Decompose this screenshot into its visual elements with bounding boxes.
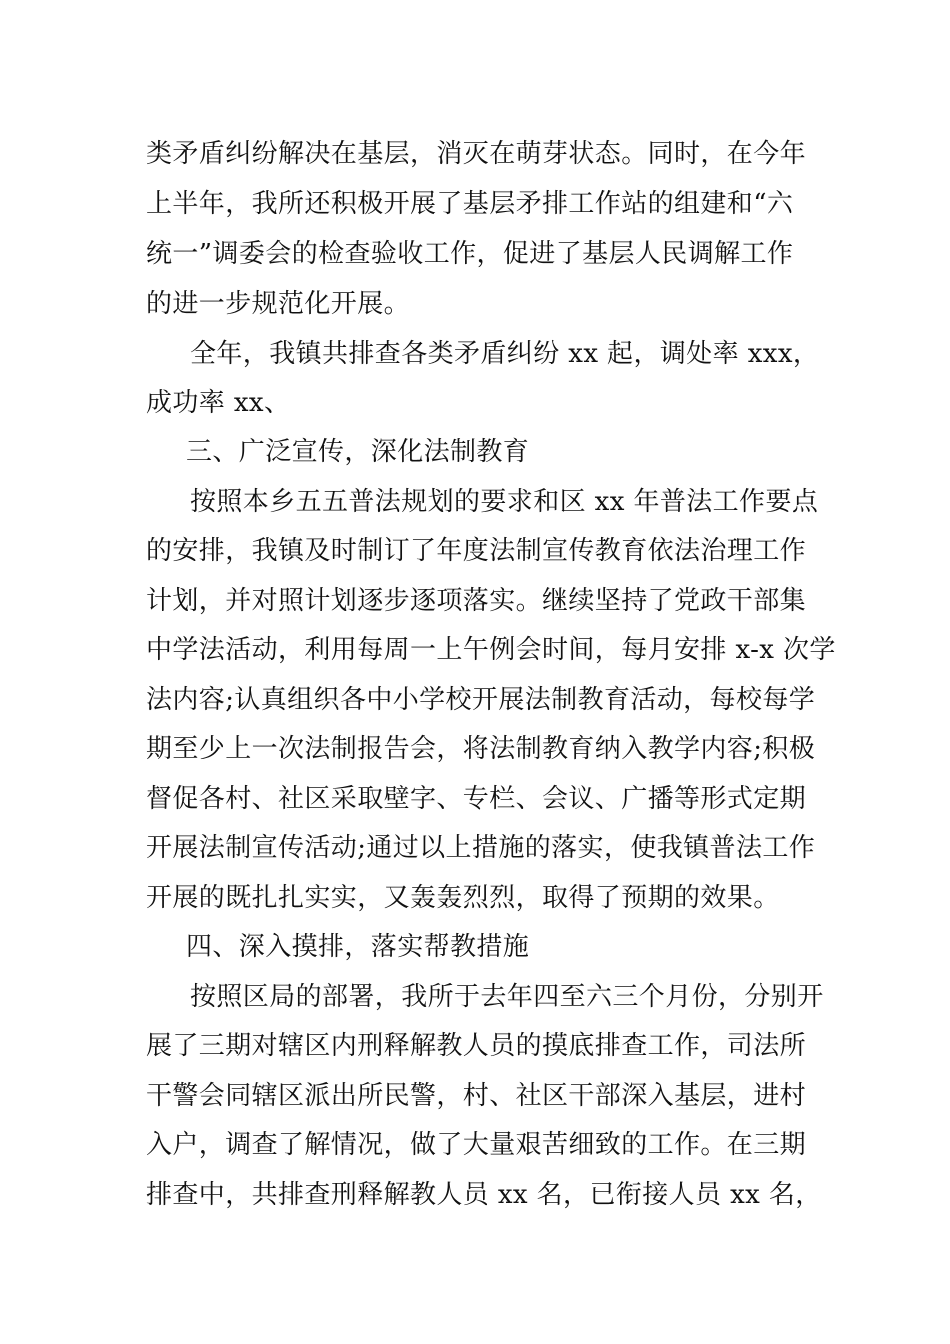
paragraph-line: 成功率 xx、 [146,388,291,418]
paragraph-line: 排查中，共排查刑释解教人员 xx 名，已衔接人员 xx 名， [146,1180,822,1210]
paragraph-line: 的进一步规范化开展。 [146,289,411,319]
paragraph-line: 类矛盾纠纷解决在基层，消灭在萌芽状态。同时，在今年 [146,139,807,169]
paragraph-line: 中学法活动，利用每周一上午例会时间，每月安排 x-x 次学 [146,635,836,665]
section-heading: 三、广泛宣传，深化法制教育 [186,437,530,467]
paragraph-line: 干警会同辖区派出所民警，村、社区干部深入基层，进村 [146,1081,807,1111]
paragraph-line: 法内容;认真组织各中小学校开展法制教育活动，每校每学 [146,685,816,715]
paragraph-line: 开展法制宣传活动;通过以上措施的落实，使我镇普法工作 [146,833,816,863]
paragraph-line: 上半年，我所还积极开展了基层矛排工作站的组建和“六 [146,189,794,219]
paragraph-line: 期至少上一次法制报告会，将法制教育纳入教学内容;积极 [146,734,816,764]
paragraph-line: 展了三期对辖区内刑释解教人员的摸底排查工作，司法所 [146,1031,807,1061]
paragraph-line: 按照本乡五五普法规划的要求和区 xx 年普法工作要点 [190,487,819,517]
paragraph-line: 督促各村、社区采取壁字、专栏、会议、广播等形式定期 [146,784,807,814]
paragraph-line: 按照区局的部署，我所于去年四至六三个月份，分别开 [190,982,824,1012]
paragraph-line: 计划，并对照计划逐步逐项落实。继续坚持了党政干部集 [146,586,807,616]
paragraph-line: 统一”调委会的检查验收工作，促进了基层人民调解工作 [146,239,794,269]
paragraph-line: 全年，我镇共排查各类矛盾纠纷 xx 起，调处率 xxx， [190,339,820,369]
paragraph-line: 的安排，我镇及时制订了年度法制宣传教育依法治理工作 [146,536,807,566]
section-heading: 四、深入摸排，落实帮教措施 [186,932,530,962]
paragraph-line: 入户，调查了解情况，做了大量艰苦细致的工作。在三期 [146,1130,807,1160]
paragraph-line: 开展的既扎扎实实，又轰轰烈烈，取得了预期的效果。 [146,883,780,913]
